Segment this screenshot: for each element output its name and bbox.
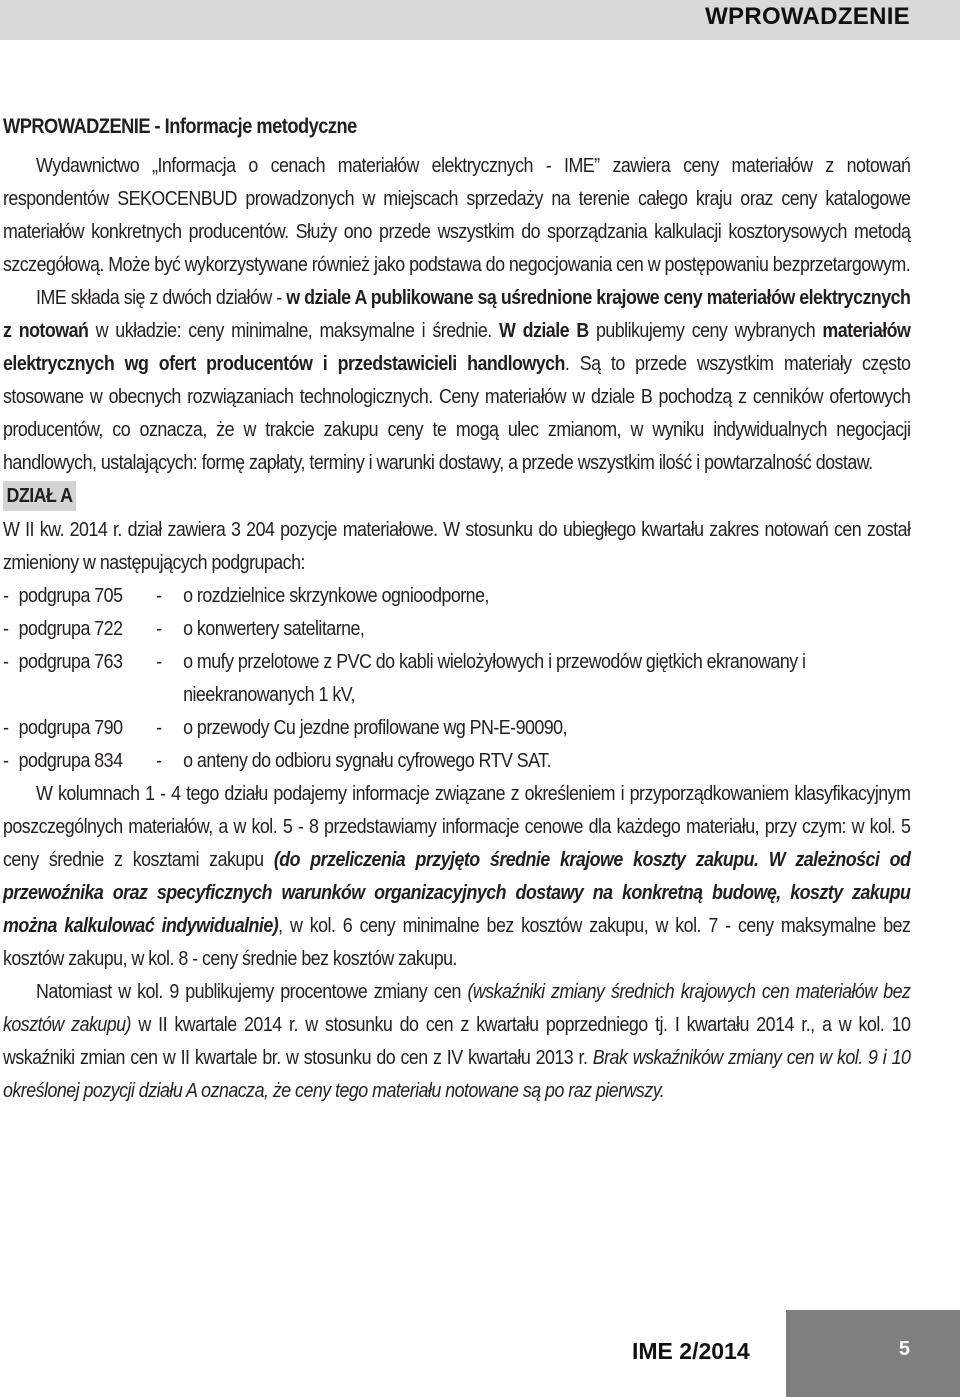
bold-run: materiałów elektrycznych wg ofert producentów i przedstawicieli handlowych — [3, 319, 911, 375]
subgroup-name: podgrupa 763 — [18, 650, 123, 673]
subgroup-name: podgrupa 790 — [18, 716, 123, 739]
page-content — [3, 110, 910, 1107]
bold-run: w dziale A publikowane są uśrednione krajowe ceny materiałów elektrycznych z notowań — [3, 286, 911, 342]
text-run: , w kol. 6 ceny minimalne bez kosztów zakupu, w kol. 7 - ceny maksymalne bez kosztów zakupu, w kol. 8 - ceny średnie bez kosztów zakupu. — [3, 914, 911, 970]
list-item — [3, 645, 910, 711]
text-run: IME składa się z dwóch działów - — [36, 286, 287, 309]
subgroup-name: podgrupa 834 — [18, 749, 123, 772]
section-title: WPROWADZENIE — [705, 3, 910, 30]
italic-run: (wskaźniki zmiany średnich krajowych cen materiałów bez kosztów zakupu) — [3, 980, 911, 1036]
subgroup-description: o mufy przelotowe z PVC do kabli wielożyłowych i przewodów giętkich ekranowany i nieekranowanych 1 kV, — [183, 650, 806, 706]
intro-paragraph-1: Wydawnictwo „Informacja o cenach materiałów elektrycznych - IME” zawiera ceny materiałów z notowań respondentów SEKOCENBUD prowadzonych w miejscach sprzedaży na terenie całego kraju oraz ceny katalogowe materiałów konkretnych producentów. Służy ono przede wszystkim do sporządzania kalkulacji kosztorysowych metodą szczegółową. Może być wykorzystywane również jako podstawa do negocjowania cen w postępowaniu bezprzetargowym. — [3, 154, 911, 276]
list-item — [3, 612, 910, 645]
separator-dash: - — [156, 584, 162, 607]
bullet-dash: - — [3, 584, 9, 607]
subgroup-list — [3, 579, 910, 777]
subgroup-name: podgrupa 705 — [18, 584, 123, 607]
header-band — [0, 0, 960, 40]
dzial-a-label: DZIAŁ A — [3, 481, 76, 511]
bullet-dash: - — [3, 650, 9, 673]
italic-run: Brak wskaźników zmiany cen w kol. 9 i 10 określonej pozycji działu A oznacza, że ceny tego materiału notowane są po raz pierwszy. — [3, 1046, 911, 1102]
text-run: w II kwartale 2014 r. w stosunku do cen z kwartału poprzedniego tj. I kwartału 2014 r., a w kol. 10 wskaźniki zmian cen w II kwartale br. w stosunku do cen z IV kwartału 2013 r. — [3, 1013, 911, 1069]
bold-run: W dziale B — [498, 319, 589, 342]
intro-heading: WPROWADZENIE - Informacje metodyczne — [3, 115, 357, 138]
bullet-dash: - — [3, 617, 9, 640]
dzial-a-paragraph-1: W II kw. 2014 r. dział zawiera 3 204 pozycje materiałowe. W stosunku do ubiegłego kwartału zakres notowań cen został zmieniony w następujących podgrupach: — [3, 518, 911, 574]
separator-dash: - — [156, 716, 162, 739]
subgroup-description: o przewody Cu jezdne profilowane wg PN-E-90090, — [183, 716, 568, 739]
separator-dash: - — [156, 650, 162, 673]
text-run: Natomiast w kol. 9 publikujemy procentowe zmiany cen — [36, 980, 468, 1003]
separator-dash: - — [156, 617, 162, 640]
text-run: . Są to przede wszystkim materiały często stosowane w obecnych rozwiązaniach technologicznych. Ceny materiałów w dziale B pochodzą z cenników ofertowych producentów, co oznacza, że w trakcie zakupu ceny te mogą ulec zmianom, w wyniku indywidualnych negocjacji handlowych, ustalających: formę zapłaty, terminy i warunki dostawy, a przede wszystkim ilość i powtarzalność dostaw. — [3, 352, 911, 474]
bullet-dash: - — [3, 749, 9, 772]
subgroup-name: podgrupa 722 — [18, 617, 123, 640]
page-number-box — [786, 1310, 960, 1397]
page-number: 5 — [898, 1338, 910, 1360]
text-run: publikujemy ceny wybranych — [588, 319, 823, 342]
dzial-a-paragraph-2 — [3, 777, 910, 975]
text-run: W kolumnach 1 - 4 tego działu podajemy informacje związane z określeniem i przyporządkowaniem klasyfikacyjnym poszczególnych materiałów, a w kol. 5 - 8 przedstawiamy informacje cenowe dla każdego materiału, przy czym: w kol. 5 ceny średnie z kosztami zakupu — [3, 782, 911, 871]
list-item — [3, 711, 910, 744]
intro-paragraph-2 — [3, 281, 910, 479]
list-item — [3, 579, 910, 612]
bold-italic-run: (do przeliczenia przyjęto średnie krajowe koszty zakupu. W zależności od przewoźnika oraz specyficznych warunków organizacyjnych dostawy na konkretną budowę, koszty zakupu można kalkulować indywidualnie) — [3, 848, 911, 937]
separator-dash: - — [156, 749, 162, 772]
dzial-a-paragraph-3 — [3, 975, 910, 1107]
bullet-dash: - — [3, 716, 9, 739]
subgroup-description: o konwertery satelitarne, — [183, 617, 365, 640]
publication-label: IME 2/2014 — [632, 1338, 750, 1364]
list-item — [3, 744, 910, 777]
subgroup-description: o rozdzielnice skrzynkowe ognioodporne, — [183, 584, 489, 607]
text-run: w układzie: ceny minimalne, maksymalne i średnie. — [88, 319, 499, 342]
subgroup-description: o anteny do odbioru sygnału cyfrowego RTV SAT. — [183, 749, 552, 772]
